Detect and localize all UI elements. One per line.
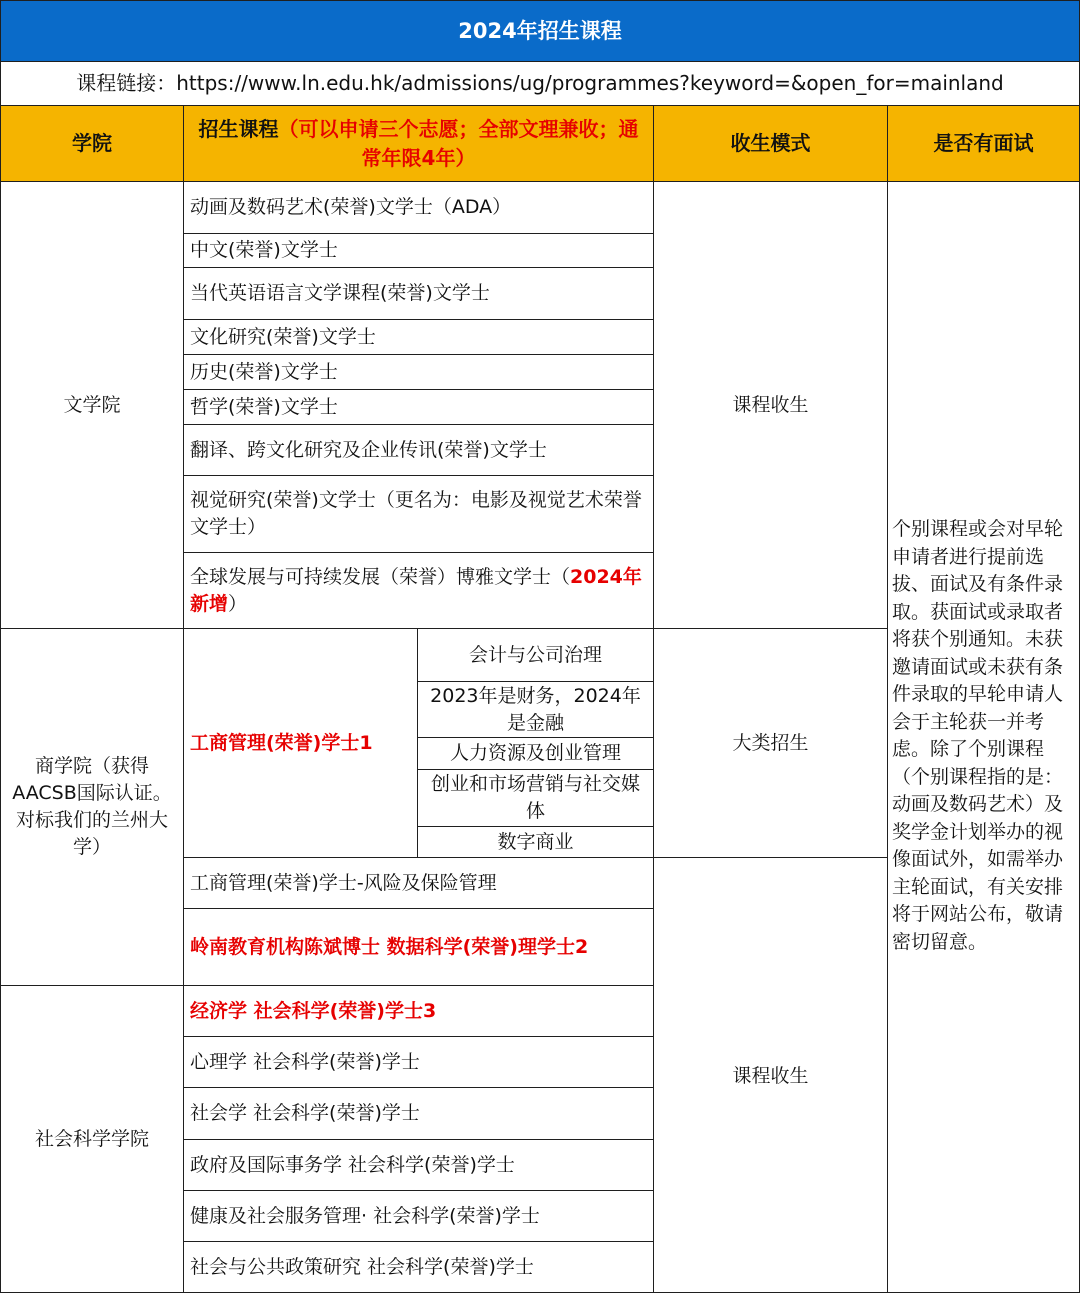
mode-business: 大类招生 [653, 628, 888, 858]
concentration-1: 会计与公司治理 [417, 628, 654, 682]
arts-program-6: 哲学(荣誉)文学士 [183, 389, 654, 425]
header-interview: 是否有面试 [887, 105, 1080, 182]
concentration-3: 人力资源及创业管理 [417, 737, 654, 770]
arts-program-5: 历史(荣誉)文学士 [183, 354, 654, 390]
social-program-4: 政府及国际事务学 社会科学(荣誉)学士 [183, 1139, 654, 1191]
social-program-5: 健康及社会服务管理· 社会科学(荣誉)学士 [183, 1190, 654, 1242]
programme-link[interactable]: https://www.ln.edu.hk/admissions/ug/programmes?keyword=&open_for=mainland [176, 71, 1004, 95]
header-mode: 收生模式 [653, 105, 888, 182]
table-title: 2024年招生课程 [0, 0, 1080, 62]
link-row [0, 61, 1080, 106]
concentration-4: 创业和市场营销与社交媒体 [417, 769, 654, 827]
mode-arts: 课程收生 [653, 181, 888, 629]
arts-program-9: 全球发展与可持续发展（荣誉）博雅文学士（2024年新增） [183, 552, 654, 629]
mode-social: 课程收生 [653, 857, 888, 1293]
concentration-5: 数字商业 [417, 826, 654, 858]
business-risk: 工商管理(荣誉)学士-风险及保险管理 [183, 857, 654, 909]
header-college: 学院 [0, 105, 184, 182]
interview-note: 个别课程或会对早轮申请者进行提前选拔、面试及有条件录取。获面试或录取者将获个别通知。未获邀请面试或未获有条件录取的早轮申请人会于主轮获一并考虑。除了个别课程（个别课程指的是：动画及数码艺术）及奖学金计划举办的视像面试外，如需举办主轮面试，有关安排将于网站公布，敬请密切留意。 [887, 181, 1080, 1293]
business-data-science: 岭南教育机构陈斌博士 数据科学(荣誉)理学士2 [183, 908, 654, 986]
arts-program-3: 当代英语语言文学课程(荣誉)文学士 [183, 267, 654, 320]
link-label: 课程链接： [76, 71, 177, 95]
social-program-3: 社会学 社会科学(荣誉)学士 [183, 1087, 654, 1140]
business-bba: 工商管理(荣誉)学士1 [183, 628, 418, 858]
college-arts: 文学院 [0, 181, 184, 629]
social-program-1: 经济学 社会科学(荣誉)学士3 [183, 985, 654, 1037]
new-2024-badge: 2024年新增 [190, 565, 642, 615]
arts-program-1: 动画及数码艺术(荣誉)文学士（ADA） [183, 181, 654, 234]
header-program [183, 105, 654, 182]
arts-program-8: 视觉研究(荣誉)文学士（更名为：电影及视觉艺术荣誉文学士） [183, 475, 654, 553]
header-program-label: 招生课程 [198, 116, 279, 141]
social-program-6: 社会与公共政策研究 社会科学(荣誉)学士 [183, 1241, 654, 1293]
arts-program-7: 翻译、跨文化研究及企业传讯(荣誉)文学士 [183, 424, 654, 476]
social-program-2: 心理学 社会科学(荣誉)学士 [183, 1036, 654, 1088]
arts-program-2: 中文(荣誉)文学士 [183, 233, 654, 268]
concentration-2: 2023年是财务，2024年是金融 [417, 681, 654, 738]
header-program-note: （可以申请三个志愿；全部文理兼收；通常年限4年） [278, 116, 639, 170]
arts-program-4: 文化研究(荣誉)文学士 [183, 319, 654, 355]
college-social: 社会科学学院 [0, 985, 184, 1293]
college-business: 商学院（获得AACSB国际认证。对标我们的兰州大学） [0, 628, 184, 986]
